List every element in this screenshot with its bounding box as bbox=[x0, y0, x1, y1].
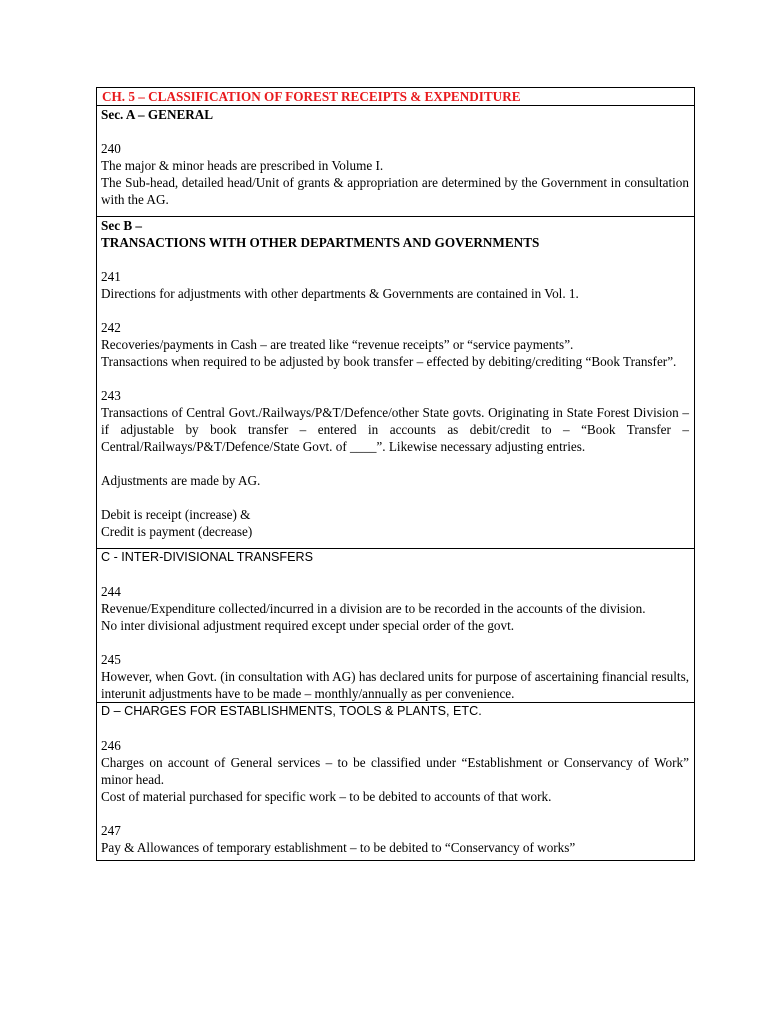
para-243-debit: Debit is receipt (increase) & bbox=[101, 507, 251, 522]
section-b-subheading: TRANSACTIONS WITH OTHER DEPARTMENTS AND GOVERNMENTS bbox=[101, 235, 540, 250]
para-number-243: 243 bbox=[101, 388, 121, 403]
para-number-242: 242 bbox=[101, 320, 121, 335]
chapter-title: CH. 5 – CLASSIFICATION OF FOREST RECEIPTS & EXPENDITURE bbox=[97, 88, 694, 106]
section-b-heading: Sec B – bbox=[101, 218, 143, 233]
para-246-line-1: Charges on account of General services – to be classified under “Establishment or Conservancy of Work” minor head. bbox=[101, 755, 689, 787]
section-d bbox=[97, 702, 694, 860]
document-table bbox=[96, 87, 695, 861]
para-243: Transactions of Central Govt./Railways/P&T/Defence/other State govts. Originating in State Forest Division – if adjustable by book transfer – entered in accounts as debit/credit to – “Book Transfer – Central/Railways/P&T/Defence/State Govt. of ____”. Likewise necessary adjusting entries. bbox=[101, 405, 689, 454]
para-247: Pay & Allowances of temporary establishment – to be debited to “Conservancy of works” bbox=[101, 840, 576, 855]
para-240-line-1: The major & minor heads are prescribed in Volume I. bbox=[101, 158, 384, 173]
section-c bbox=[97, 548, 694, 702]
para-number-241: 241 bbox=[101, 269, 121, 284]
section-a-heading: Sec. A – GENERAL bbox=[101, 107, 214, 122]
para-240-line-2: The Sub-head, detailed head/Unit of grants & appropriation are determined by the Government in consultation with the AG. bbox=[101, 175, 689, 207]
section-b bbox=[97, 216, 694, 548]
para-244-line-1: Revenue/Expenditure collected/incurred in a division are to be recorded in the accounts of the division. bbox=[101, 601, 646, 616]
para-number-244: 244 bbox=[101, 584, 121, 599]
para-243-adjustments: Adjustments are made by AG. bbox=[101, 473, 261, 488]
para-244-line-2: No inter divisional adjustment required except under special order of the govt. bbox=[101, 618, 515, 633]
para-246-line-2: Cost of material purchased for specific work – to be debited to accounts of that work. bbox=[101, 789, 552, 804]
section-c-heading: C - INTER-DIVISIONAL TRANSFERS bbox=[101, 550, 314, 564]
para-242-line-1: Recoveries/payments in Cash – are treated like “revenue receipts” or “service payments”. bbox=[101, 337, 574, 352]
para-number-246: 246 bbox=[101, 738, 121, 753]
para-245: However, when Govt. (in consultation with AG) has declared units for purpose of ascertaining financial results, interunit adjustments have to be made – monthly/annually as per convenience. bbox=[101, 669, 689, 701]
section-a bbox=[97, 106, 694, 216]
para-243-credit: Credit is payment (decrease) bbox=[101, 524, 253, 539]
para-number-245: 245 bbox=[101, 652, 121, 667]
para-number-247: 247 bbox=[101, 823, 121, 838]
section-d-heading: D – CHARGES FOR ESTABLISHMENTS, TOOLS & PLANTS, ETC. bbox=[101, 704, 482, 718]
para-242-line-2: Transactions when required to be adjusted by book transfer – effected by debiting/crediting “Book Transfer”. bbox=[101, 354, 677, 369]
para-241: Directions for adjustments with other departments & Governments are contained in Vol. 1. bbox=[101, 286, 579, 301]
para-number-240: 240 bbox=[101, 141, 121, 156]
